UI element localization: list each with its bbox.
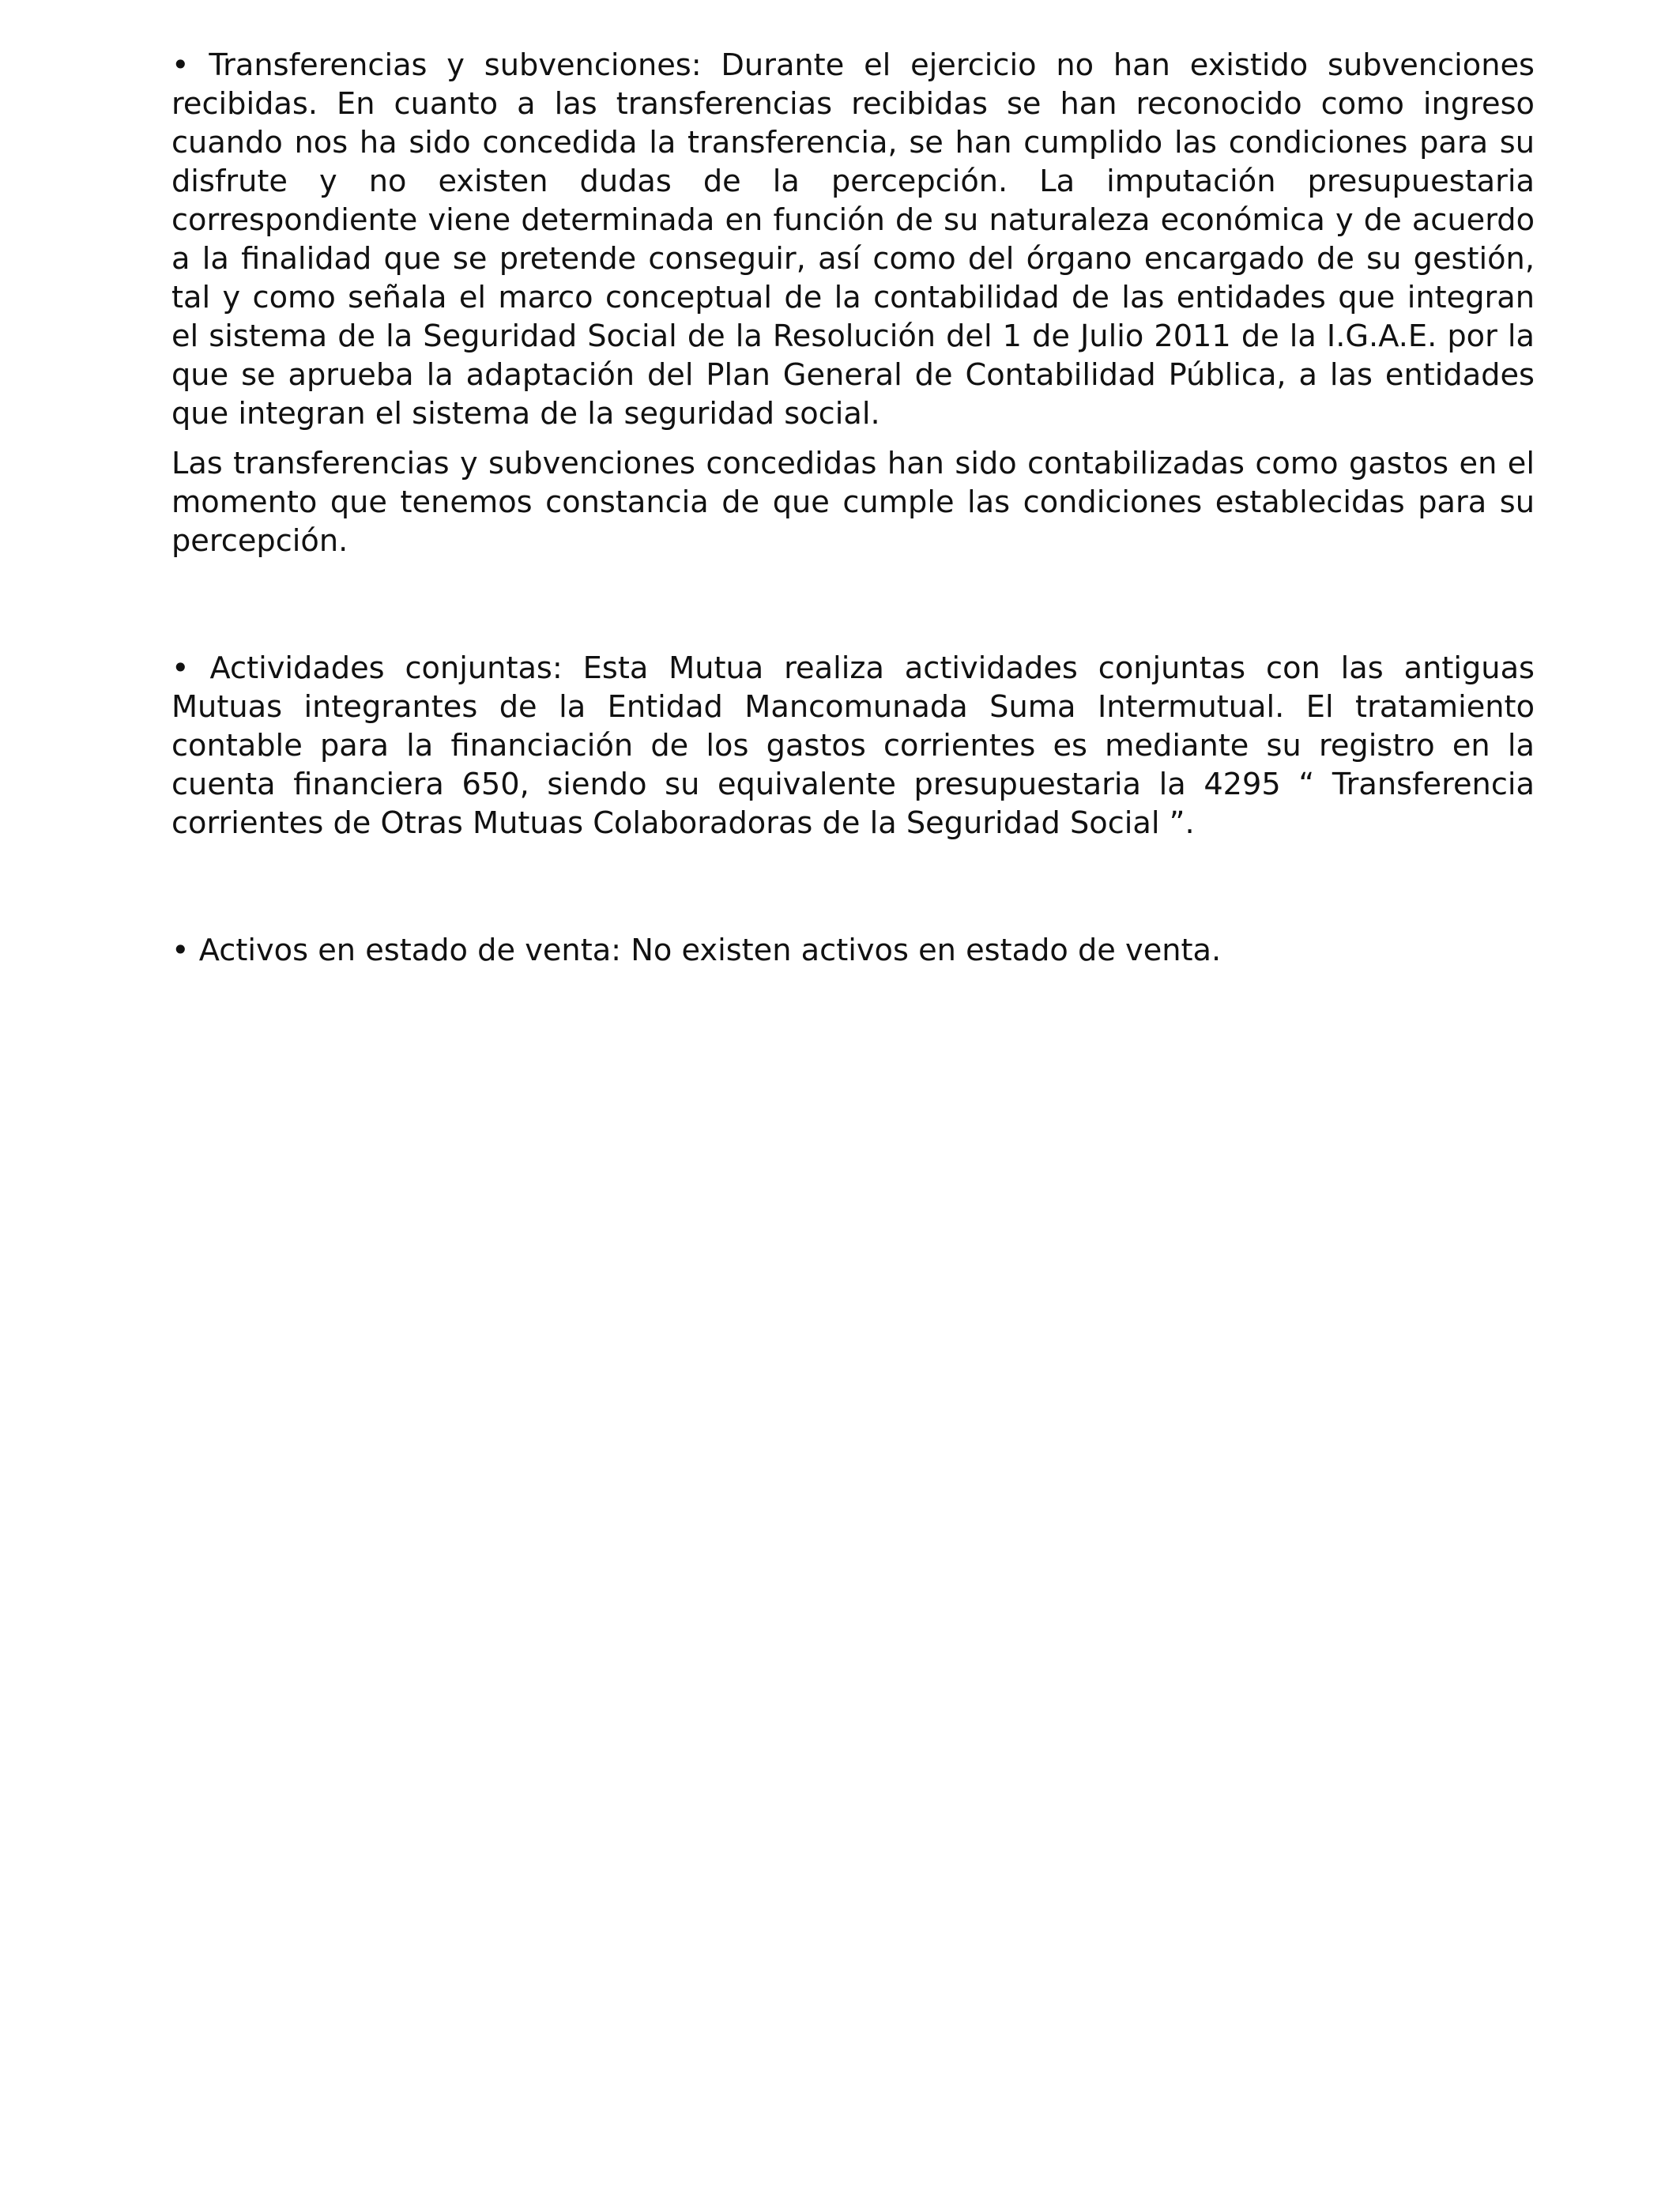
paragraph-text: Transferencias y subvenciones: Durante el ejercicio no han existido subvenciones recibidas. En cuanto a las transferencias recibidas se han reconocido como ingreso cuando nos ha sido concedida la transferencia, se han cumplido las condiciones para su disfrute y no existen dudas de la percepción. La imputación presupuestaria correspondiente viene determinada en función de su naturaleza económica y de acuerdo a la finalidad que se pretende conseguir, así como del órgano encargado de su gestión, tal y como señala el marco conceptual de la contabilidad de las entidades que integran el sistema de la Seguridad Social de la Resolución del 1 de Julio 2011 de la I.G.A.E. por la que se aprueba la adaptación del Plan General de Contabilidad Pública, a las entidades que integran el sistema de la seguridad social. [171, 47, 1535, 432]
paragraph-text: Las transferencias y subvenciones concedidas han sido contabilizadas como gastos en el momento que tenemos constancia de que cumple las condiciones establecidas para su percepción. [171, 446, 1535, 559]
bullet-icon: • [171, 933, 190, 968]
document-page [171, 46, 1535, 970]
bullet-icon: • [171, 47, 190, 83]
paragraph-transferencias [171, 46, 1535, 433]
paragraph-transferencias-concedidas [171, 444, 1535, 560]
paragraph-activos-venta [171, 931, 1535, 970]
paragraph-actividades-conjuntas [171, 649, 1535, 843]
paragraph-text: Activos en estado de venta: No existen activos en estado de venta. [198, 933, 1222, 968]
paragraph-text: Actividades conjuntas: Esta Mutua realiza actividades conjuntas con las antiguas Mutuas integrantes de la Entidad Mancomunada Suma Intermutual. El tratamiento contable para la financiación de los gastos corrientes es mediante su registro en la cuenta financiera 650, siendo su equivalente presupuestaria la 4295 “ Transferencia corrientes de Otras Mutuas Colaboradoras de la Seguridad Social ”. [171, 650, 1535, 841]
bullet-icon: • [171, 650, 190, 686]
